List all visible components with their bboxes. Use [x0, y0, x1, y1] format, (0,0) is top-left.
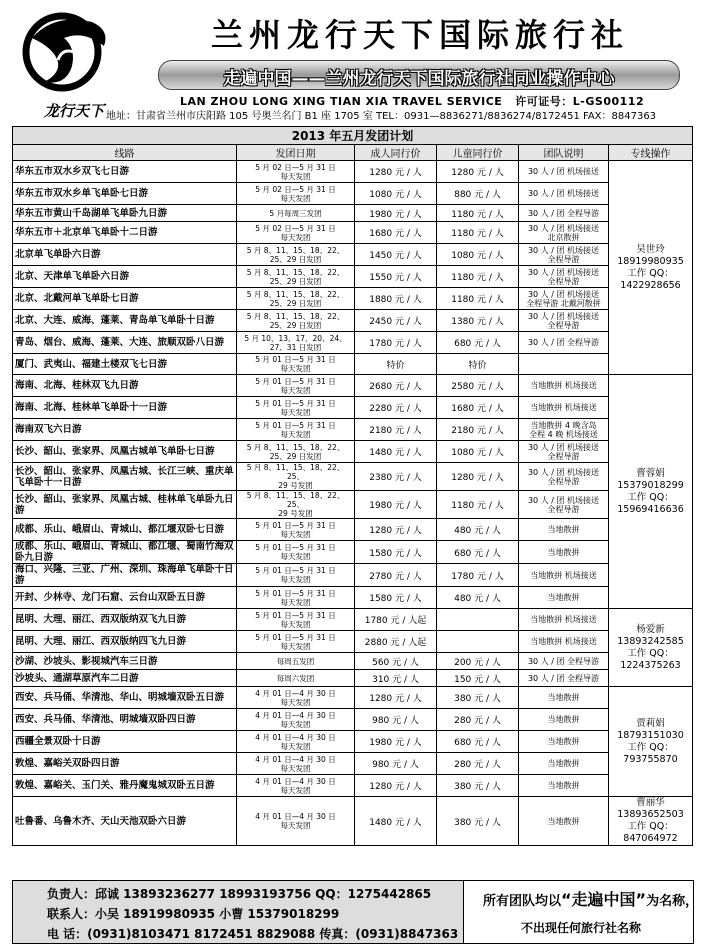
route-cell: 华东五市双水乡单飞单卧七日游 — [13, 183, 237, 205]
logo — [14, 8, 114, 118]
table-row — [13, 183, 693, 205]
adult-price-cell: 1450 元 / 人 — [355, 244, 437, 266]
child-price-cell: 1180 元 / 人 — [437, 266, 519, 288]
table-row — [13, 687, 693, 709]
adult-price-cell: 1980 元 / 人 — [355, 205, 437, 222]
route-cell: 吐鲁番、乌鲁木齐、天山天池双卧六日游 — [13, 797, 237, 846]
note-cell: 当地散拼 — [519, 587, 609, 609]
date-cell: 5 月 01 日—5 月 31 日 每天发团 — [237, 564, 355, 587]
route-cell: 敦煌、嘉峪关双卧四日游 — [13, 753, 237, 775]
date-cell: 5 月 8、11、15、18、22、 25、29 日发团 — [237, 244, 355, 266]
note-cell: 当地散拼 — [519, 731, 609, 753]
date-cell: 4 月 01 日—4 月 30 日 每天发团 — [237, 797, 355, 846]
table-row — [13, 731, 693, 753]
date-cell: 5 月 8、11、15、18、22、 25、29 日发团 — [237, 288, 355, 310]
slogan-bar — [158, 60, 680, 90]
operator-cell: 曹丽华 13893652503 工作 QQ： 847064972 — [609, 797, 693, 846]
operator-cell: 杨爱新 13893242585 工作 QQ： 1224375263 — [609, 609, 693, 687]
adult-price-cell: 980 元 / 人 — [355, 709, 437, 731]
adult-price-cell: 1480 元 / 人 — [355, 441, 437, 463]
child-price-cell: 280 元 / 人 — [437, 753, 519, 775]
note-cell: 当地散拼 机场接送 — [519, 397, 609, 419]
route-cell: 青岛、烟台、威海、蓬莱、大连、旅顺双卧八日游 — [13, 332, 237, 354]
english-name: LAN ZHOU LONG XING TIAN XIA TRAVEL SERVICE — [180, 95, 503, 108]
table-row — [13, 441, 693, 463]
note-cell: 30 人 / 团 机场接送 全程导游 — [519, 491, 609, 519]
route-cell: 北京、北戴河单飞单卧七日游 — [13, 288, 237, 310]
child-price-cell: 1280 元 / 人 — [437, 463, 519, 491]
date-cell: 每周六发团 — [237, 670, 355, 687]
route-cell: 长沙、韶山、张家界、凤凰古城、桂林单飞单卧九日游 — [13, 491, 237, 519]
route-cell: 西安、兵马俑、华清池、明城墙双卧四日游 — [13, 709, 237, 731]
date-cell: 4 月 01 日—4 月 30 日 每天发团 — [237, 753, 355, 775]
date-cell: 每周五发团 — [237, 653, 355, 670]
route-cell: 敦煌、嘉峪关、玉门关、雅丹魔鬼城双卧五日游 — [13, 775, 237, 797]
adult-price-cell: 1780 元 / 人 — [355, 332, 437, 354]
header-date: 发团日期 — [237, 145, 355, 161]
table-row — [13, 670, 693, 687]
child-price-cell: 480 元 / 人 — [437, 587, 519, 609]
note-cell: 30 人 / 团 全程导游 — [519, 670, 609, 687]
adult-price-cell: 1480 元 / 人 — [355, 797, 437, 846]
table-header-row — [13, 145, 693, 161]
date-cell: 5 月 10、13、17、20、24、 27、31 日发团 — [237, 332, 355, 354]
child-price-cell: 1680 元 / 人 — [437, 397, 519, 419]
manager-line: 负责人：邱诚 13893236277 18993193756 QQ：1275442865 — [47, 887, 432, 901]
phone-line: 电 话：(0931)8103471 8172451 8829088 传真：(0931)8847363 — [47, 927, 459, 941]
route-cell: 西疆全景双卧十日游 — [13, 731, 237, 753]
child-price-cell: 1080 元 / 人 — [437, 244, 519, 266]
table-row — [13, 491, 693, 519]
adult-price-cell: 特价 — [355, 354, 437, 375]
operator-cell: 贾莉娟 18793151030 工作 QQ： 793755870 — [609, 687, 693, 797]
adult-price-cell: 1280 元 / 人 — [355, 161, 437, 183]
table-row — [13, 653, 693, 670]
table-row — [13, 332, 693, 354]
adult-price-cell: 1280 元 / 人 — [355, 775, 437, 797]
route-cell: 海南双飞六日游 — [13, 419, 237, 441]
header-route: 线路 — [13, 145, 237, 161]
route-cell: 长沙、韶山、张家界、凤凰古城、长江三峡、重庆单飞单卧十一日游 — [13, 463, 237, 491]
note-cell: 30 人 / 团 机场接送 全程导游 — [519, 441, 609, 463]
route-cell: 海南、北海、桂林双飞九日游 — [13, 375, 237, 397]
contact-line: 联系人：小吴 18919980935 小曹 15379018299 — [47, 907, 340, 921]
date-cell: 5 月 8、11、15、18、22、25、 29 号发团 — [237, 491, 355, 519]
date-cell: 4 月 01 日—4 月 30 日 每天发团 — [237, 731, 355, 753]
note-cell: 30 人 / 团 机场接送 — [519, 161, 609, 183]
child-price-cell: 2580 元 / 人 — [437, 375, 519, 397]
route-cell: 成都、乐山、峨眉山、青城山、都江堰双卧七日游 — [13, 519, 237, 541]
contact-panel — [13, 881, 464, 943]
route-cell: 北京单飞单卧六日游 — [13, 244, 237, 266]
table-row — [13, 631, 693, 653]
header-child-price: 儿童同行价 — [437, 145, 519, 161]
schedule-table — [12, 126, 693, 846]
date-cell: 4 月 01 日—4 月 30 日 每天发团 — [237, 709, 355, 731]
table-row — [13, 244, 693, 266]
adult-price-cell: 1880 元 / 人 — [355, 288, 437, 310]
date-cell: 5 月 8、11、15、18、22、 25、29 日发团 — [237, 441, 355, 463]
adult-price-cell: 1280 元 / 人 — [355, 519, 437, 541]
header — [0, 0, 702, 125]
date-cell: 5 月 01 日—5 月 31 日 每天发团 — [237, 354, 355, 375]
route-cell: 海口、兴隆、三亚、广州、深圳、珠海单飞单卧十日游 — [13, 564, 237, 587]
note-cell: 当地散拼 机场接送 — [519, 609, 609, 631]
header-note: 团队说明 — [519, 145, 609, 161]
address: 地址：甘肃省兰州市庆阳路 105 号奥兰名门 B1 座 1705 室 TEL：0931—8836271/8836274/8172451 FAX：8847363 — [106, 111, 657, 122]
notice-post: 为名称， — [646, 894, 699, 909]
child-price-cell: 480 元 / 人 — [437, 519, 519, 541]
note-cell: 30 人 / 团 机场接送 全程导游 — [519, 266, 609, 288]
date-cell: 5 月每周三发团 — [237, 205, 355, 222]
company-name: 兰州龙行天下国际旅行社 — [210, 16, 629, 54]
route-cell: 昆明、大理、丽江、西双版纳四飞九日游 — [13, 631, 237, 653]
adult-price-cell: 1580 元 / 人 — [355, 587, 437, 609]
date-cell: 5 月 8、11、15、18、22、25、 29 号发团 — [237, 463, 355, 491]
note-cell — [519, 354, 609, 375]
note-cell: 30 人 / 团 机场接送 — [519, 183, 609, 205]
table-row — [13, 205, 693, 222]
date-cell: 5 月 01 日—5 月 31 日 每天发团 — [237, 519, 355, 541]
note-cell: 30 人 / 团 全程导游 — [519, 332, 609, 354]
logo-text: 龙行天下 — [43, 102, 104, 120]
note-cell: 30 人 / 团 全程导游 — [519, 205, 609, 222]
note-cell: 当地散拼 — [519, 709, 609, 731]
table-row — [13, 310, 693, 332]
child-price-cell: 150 元 / 人 — [437, 670, 519, 687]
child-price-cell: 680 元 / 人 — [437, 731, 519, 753]
adult-price-cell: 1580 元 / 人 — [355, 541, 437, 564]
adult-price-cell: 1080 元 / 人 — [355, 183, 437, 205]
route-cell: 北京、大连、威海、蓬莱、青岛单飞单卧十日游 — [13, 310, 237, 332]
table-row — [13, 609, 693, 631]
child-price-cell: 680 元 / 人 — [437, 541, 519, 564]
child-price-cell — [437, 631, 519, 653]
route-cell: 厦门、武夷山、福建土楼双飞七日游 — [13, 354, 237, 375]
child-price-cell: 1180 元 / 人 — [437, 205, 519, 222]
note-cell: 当地散拼 — [519, 753, 609, 775]
child-price-cell: 200 元 / 人 — [437, 653, 519, 670]
header-operator: 专线操作 — [609, 145, 693, 161]
operator-cell: 吴世玲 18919980935 工作 QQ： 1422928656 — [609, 161, 693, 375]
table-row — [13, 564, 693, 587]
note-cell: 30 人 / 团 全程导游 — [519, 653, 609, 670]
adult-price-cell: 1280 元 / 人 — [355, 687, 437, 709]
adult-price-cell: 1550 元 / 人 — [355, 266, 437, 288]
table-row — [13, 397, 693, 419]
note-cell: 当地散拼 4 晚含岛 全程 4 晚 机场接送 — [519, 419, 609, 441]
table-row — [13, 266, 693, 288]
route-cell: 西安、兵马俑、华清池、华山、明城墙双卧五日游 — [13, 687, 237, 709]
child-price-cell — [437, 609, 519, 631]
child-price-cell: 880 元 / 人 — [437, 183, 519, 205]
adult-price-cell: 980 元 / 人 — [355, 753, 437, 775]
note-cell: 当地散拼 机场接送 — [519, 375, 609, 397]
date-cell: 4 月 01 日—4 月 30 日 每天发团 — [237, 775, 355, 797]
date-cell: 5 月 02 日—5 月 31 日 每天发团 — [237, 222, 355, 244]
license-number: 许可证号：L-GS00112 — [515, 95, 645, 108]
date-cell: 5 月 8、11、15、18、22、 25、29 日发团 — [237, 266, 355, 288]
route-cell: 华东五市黄山千岛湖单飞单卧九日游 — [13, 205, 237, 222]
note-cell: 当地散拼 机场接送 — [519, 564, 609, 587]
date-cell: 5 月 01 日—5 月 31 日 每天发团 — [237, 397, 355, 419]
route-cell: 华东五市＋北京单飞单卧十二日游 — [13, 222, 237, 244]
note-cell: 当地散拼 — [519, 541, 609, 564]
dragon-logo-icon — [14, 8, 114, 103]
child-price-cell: 1180 元 / 人 — [437, 288, 519, 310]
adult-price-cell: 310 元 / 人 — [355, 670, 437, 687]
table-row — [13, 419, 693, 441]
adult-price-cell: 2880 元 / 人起 — [355, 631, 437, 653]
child-price-cell: 1080 元 / 人 — [437, 441, 519, 463]
child-price-cell: 680 元 / 人 — [437, 332, 519, 354]
operator-cell: 曹蓉娟 15379018299 工作 QQ： 15969416636 — [609, 375, 693, 609]
adult-price-cell: 560 元 / 人 — [355, 653, 437, 670]
route-cell: 开封、少林寺、龙门石窟、云台山双卧五日游 — [13, 587, 237, 609]
route-cell: 沙坡头、通湖草原汽车二日游 — [13, 670, 237, 687]
table-row — [13, 541, 693, 564]
adult-price-cell: 1680 元 / 人 — [355, 222, 437, 244]
table-title-row — [13, 127, 693, 145]
table-row — [13, 161, 693, 183]
date-cell: 5 月 8、11、15、18、22、 25、29 日发团 — [237, 310, 355, 332]
child-price-cell: 280 元 / 人 — [437, 709, 519, 731]
notice-line-2: 不出现任何旅行社名称 — [521, 921, 642, 935]
note-cell: 30 人 / 团 机场接送 全程导游 — [519, 463, 609, 491]
note-cell: 30 人 / 团 机场接送 全程导游 — [519, 310, 609, 332]
adult-price-cell: 2180 元 / 人 — [355, 419, 437, 441]
date-cell: 4 月 01 日—4 月 30 日 每天发团 — [237, 687, 355, 709]
route-cell: 沙湖、沙坡头、影视城汽车三日游 — [13, 653, 237, 670]
note-cell: 当地散拼 — [519, 687, 609, 709]
note-cell: 当地散拼 机场接送 — [519, 631, 609, 653]
child-price-cell: 1380 元 / 人 — [437, 310, 519, 332]
date-cell: 5 月 01 日—5 月 31 日 每天发团 — [237, 419, 355, 441]
slogan: 走遍中国——兰州龙行天下国际旅行社同业操作中心 — [223, 69, 615, 89]
route-cell: 成都、乐山、峨眉山、青城山、都江堰、蜀南竹海双卧九日游 — [13, 541, 237, 564]
table-row — [13, 519, 693, 541]
notice-pre: 所有团队均以 — [483, 894, 562, 909]
adult-price-cell: 1780 元 / 人起 — [355, 609, 437, 631]
child-price-cell: 1280 元 / 人 — [437, 161, 519, 183]
table-row — [13, 463, 693, 491]
notice-brand: “走遍中国” — [561, 890, 647, 909]
child-price-cell: 2180 元 / 人 — [437, 419, 519, 441]
note-cell: 当地散拼 — [519, 775, 609, 797]
child-price-cell: 1180 元 / 人 — [437, 491, 519, 519]
adult-price-cell: 2380 元 / 人 — [355, 463, 437, 491]
note-cell: 当地散拼 — [519, 519, 609, 541]
adult-price-cell: 1980 元 / 人 — [355, 491, 437, 519]
table-row — [13, 797, 693, 846]
table-row — [13, 753, 693, 775]
date-cell: 5 月 01 日—5 月 31 日 每天发团 — [237, 375, 355, 397]
footer — [12, 880, 699, 944]
child-price-cell: 380 元 / 人 — [437, 775, 519, 797]
date-cell: 5 月 01 日—5 月 31 日 每天发团 — [237, 609, 355, 631]
table-row — [13, 288, 693, 310]
table-row — [13, 354, 693, 375]
date-cell: 5 月 02 日—5 月 31 日 每天发团 — [237, 183, 355, 205]
child-price-cell: 特价 — [437, 354, 519, 375]
table-row — [13, 775, 693, 797]
date-cell: 5 月 01 日—5 月 31 日 每天发团 — [237, 587, 355, 609]
route-cell: 海南、北海、桂林单飞单卧十一日游 — [13, 397, 237, 419]
child-price-cell: 380 元 / 人 — [437, 687, 519, 709]
notice-line-1 — [483, 887, 698, 910]
child-price-cell: 380 元 / 人 — [437, 797, 519, 846]
table-row — [13, 222, 693, 244]
route-cell: 昆明、大理、丽江、西双版纳双飞九日游 — [13, 609, 237, 631]
adult-price-cell: 2280 元 / 人 — [355, 397, 437, 419]
route-cell: 北京、天津单飞单卧六日游 — [13, 266, 237, 288]
date-cell: 5 月 01 日—5 月 31 日 每天发团 — [237, 541, 355, 564]
note-cell: 当地散拼 — [519, 797, 609, 846]
route-cell: 华东五市双水乡双飞七日游 — [13, 161, 237, 183]
table-row — [13, 587, 693, 609]
child-price-cell: 1780 元 / 人 — [437, 564, 519, 587]
note-cell: 30 人 / 团 机场接送 全程导游 北戴河散拼 — [519, 288, 609, 310]
table-row — [13, 375, 693, 397]
child-price-cell: 1180 元 / 人 — [437, 222, 519, 244]
table-row — [13, 709, 693, 731]
table-title: 2013 年五月发团计划 — [13, 127, 693, 145]
route-cell: 长沙、韶山、张家界、凤凰古城单飞单卧七日游 — [13, 441, 237, 463]
date-cell: 5 月 02 日—5 月 31 日 每天发团 — [237, 161, 355, 183]
adult-price-cell: 1980 元 / 人 — [355, 731, 437, 753]
adult-price-cell: 2450 元 / 人 — [355, 310, 437, 332]
note-cell: 30 人 / 团 机场接送 全程导游 — [519, 244, 609, 266]
header-adult-price: 成人同行价 — [355, 145, 437, 161]
adult-price-cell: 2680 元 / 人 — [355, 375, 437, 397]
adult-price-cell: 2780 元 / 人 — [355, 564, 437, 587]
note-cell: 30 人 / 团 机场接送 北京散拼 — [519, 222, 609, 244]
date-cell: 5 月 01 日—5 月 31 日 每天发团 — [237, 631, 355, 653]
